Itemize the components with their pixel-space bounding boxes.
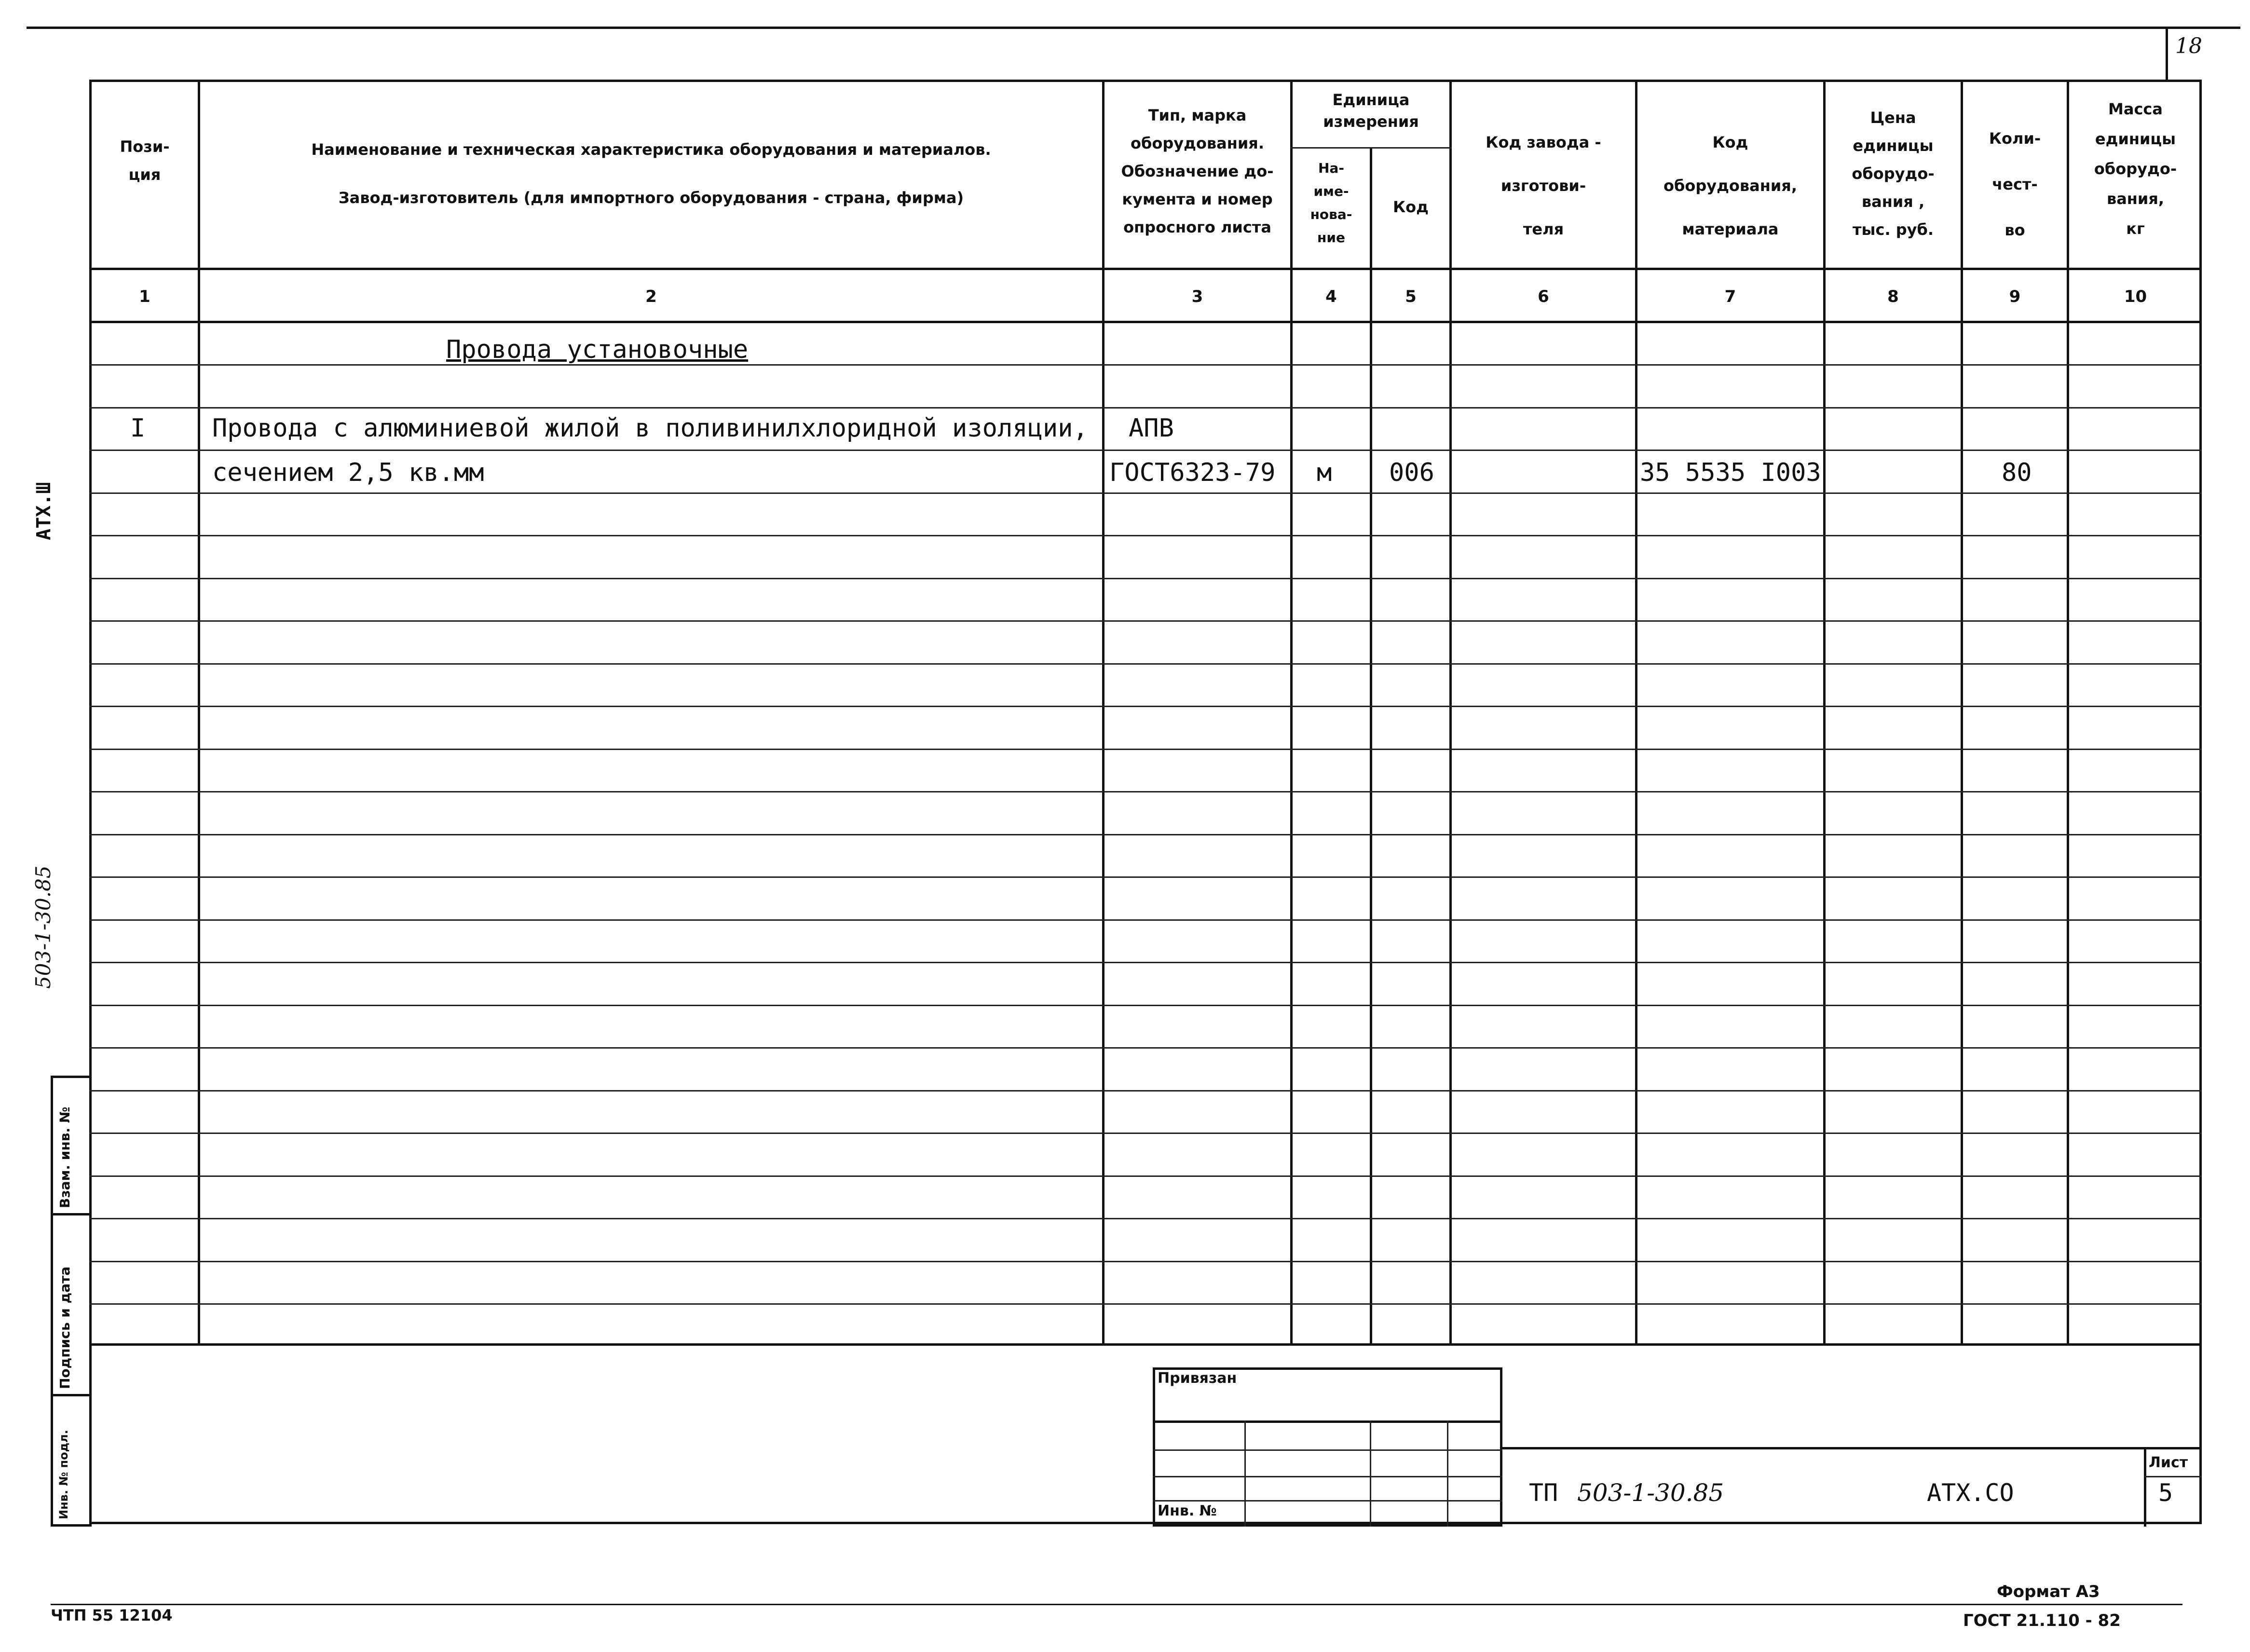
table-row-line	[89, 706, 2202, 707]
col-num-2: 2	[645, 287, 657, 306]
header-equipment-code: Код оборудования, материала	[1664, 133, 1797, 238]
col-num-5: 5	[1405, 287, 1417, 306]
header-plant-code: Код завода - изготови- теля	[1486, 133, 1601, 238]
stamp-privyazan-label: Привязан	[1158, 1370, 1237, 1387]
stamp-doc-code: ТП	[1529, 1479, 1558, 1507]
footer-left-code: ЧТП 55 12104	[51, 1606, 173, 1625]
margin-vzam-label: Взам. инв. №	[57, 1106, 73, 1208]
col-num-1: 1	[139, 287, 150, 306]
header-type: Тип, марка оборудования. Обозначение до- кумента и номер опросного листа	[1121, 106, 1274, 236]
header-position: Пози- ция	[120, 137, 170, 184]
col-num-4: 4	[1325, 287, 1337, 306]
table-row-line	[89, 578, 2202, 579]
table-row-line	[89, 663, 2202, 665]
header-unit-name: На- име- нова- ние	[1310, 160, 1352, 246]
table-row-line	[89, 407, 2202, 409]
stamp-sheet-number: 5	[2158, 1479, 2173, 1507]
col-num-6: 6	[1538, 287, 1549, 306]
col-num-3: 3	[1191, 287, 1203, 306]
col-num-10: 10	[2124, 287, 2147, 306]
footer-gost: ГОСТ 21.110 - 82	[1963, 1611, 2121, 1630]
header-unit-code: Код	[1393, 198, 1429, 216]
margin-top-label: АТХ.Ш	[33, 482, 55, 540]
margin-doc-ref: 503-1-30.85	[31, 865, 55, 989]
margin-inv-podl-label: Инв. № подл.	[57, 1430, 70, 1519]
table-row-line	[89, 876, 2202, 878]
stamp-doc-mark: АТХ.СО	[1927, 1479, 2014, 1507]
table-row-line	[89, 1261, 2202, 1262]
col-num-8: 8	[1887, 287, 1899, 306]
table-row-line	[89, 1005, 2202, 1006]
margin-podpis-label: Подпись и дата	[57, 1266, 73, 1389]
row2-type: ГОСТ6323-79	[1109, 458, 1276, 487]
stamp-inv-no-label: Инв. №	[1158, 1502, 1217, 1519]
table-row-line	[89, 1303, 2202, 1305]
row2-quantity: 80	[2002, 458, 2032, 487]
row1-position: I	[130, 414, 146, 443]
header-quantity: Коли- чест- во	[1989, 129, 2041, 239]
header-unit-group: Единица измерения	[1323, 91, 1419, 131]
stamp-sheet-label: Лист	[2149, 1454, 2188, 1471]
header-name: Наименование и техническая характеристика оборудования и материалов. Завод-изготовитель (для импортного оборудования - страна, фирма)	[311, 140, 991, 207]
table-row-line	[89, 962, 2202, 963]
row1-name: Провода с алюминиевой жилой в поливинилхлоридной изоляции,	[212, 414, 1088, 443]
header-unit-price: Цена единицы оборудо- вания , тыс. руб.	[1852, 109, 1935, 239]
col-num-7: 7	[1724, 287, 1736, 306]
row2-name: сечением 2,5 кв.мм	[212, 458, 484, 487]
table-row-line	[89, 1090, 2202, 1092]
table-row-line	[89, 364, 2202, 366]
table-row-line	[89, 749, 2202, 750]
row2-unit-name: м	[1317, 458, 1332, 487]
stamp-doc-number: 503-1-30.85	[1577, 1479, 1724, 1507]
section-title: Провода установочные	[446, 335, 749, 364]
footer-format: Формат А3	[1997, 1582, 2100, 1601]
table-row-line	[89, 1175, 2202, 1177]
table-row-line	[89, 535, 2202, 536]
table-row-line	[89, 450, 2202, 451]
table-row-line	[89, 492, 2202, 494]
table-row-line	[89, 919, 2202, 921]
table-row-line	[89, 620, 2202, 622]
header-unit-mass: Масса единицы оборудо- вания, кг	[2094, 100, 2177, 238]
row1-type: АПВ	[1129, 414, 1174, 443]
row2-equipment-code: 35 5535 I003	[1640, 458, 1821, 487]
table-row-line	[89, 1133, 2202, 1134]
table-row-line	[89, 1047, 2202, 1049]
table-row-line	[89, 834, 2202, 835]
table-row-line	[89, 791, 2202, 792]
sheet-corner-number: 18	[2175, 34, 2202, 58]
row2-unit-code: 006	[1389, 458, 1434, 487]
table-row-line	[89, 1218, 2202, 1219]
col-num-9: 9	[2009, 287, 2021, 306]
